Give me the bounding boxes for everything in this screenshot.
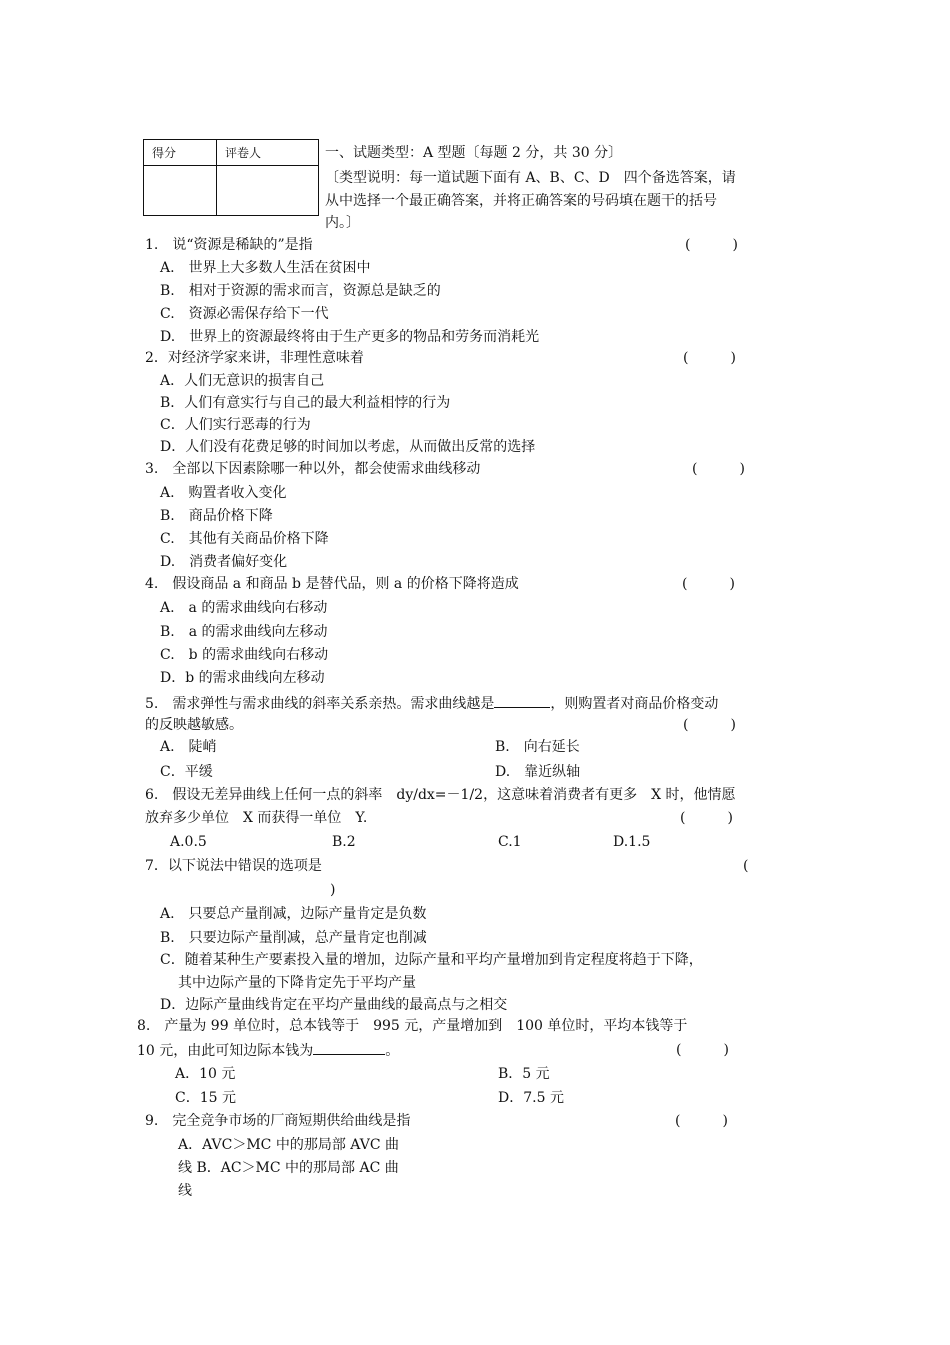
q4-option-c: C. b 的需求曲线向右移动 bbox=[160, 647, 329, 663]
q2-option-c: C．人们实行恶毒的行为 bbox=[160, 417, 311, 433]
q5-option-d: D. 靠近纵轴 bbox=[495, 764, 581, 780]
q9-option-line1: A．AVC＞MC 中的那局部 AVC 曲 bbox=[178, 1137, 399, 1153]
q6-option-d: D.1.5 bbox=[613, 834, 651, 850]
q6-stem-line2: 放弃多少单位 X 而获得一单位 Y. bbox=[145, 810, 368, 826]
q8-stem-line2-pre: 10 元，由此可知边际本钱为 bbox=[137, 1043, 314, 1059]
grader-label: 评卷人 bbox=[217, 140, 319, 166]
q3-option-a: A. 购置者收入变化 bbox=[160, 485, 287, 501]
q9-option-line3: 线 bbox=[178, 1183, 192, 1199]
q8-stem-line2 bbox=[137, 1040, 399, 1061]
q3-option-c: C. 其他有关商品价格下降 bbox=[160, 531, 329, 547]
q5-option-b: B. 向右延长 bbox=[495, 739, 580, 755]
q5-option-a: A. 陡峭 bbox=[160, 739, 217, 755]
q8-option-a: A．10 元 bbox=[175, 1066, 236, 1082]
score-table bbox=[143, 139, 319, 216]
q5-stem-pre: 5. 需求弹性与需求曲线的斜率关系亲热。需求曲线越是 bbox=[145, 696, 495, 712]
score-label: 得分 bbox=[144, 140, 217, 166]
q3-stem: 3. 全部以下因素除哪一种以外，都会使需求曲线移动 bbox=[145, 461, 481, 477]
q8-option-c: C．15 元 bbox=[175, 1090, 236, 1106]
q2-option-a: A．人们无意识的损害自己 bbox=[160, 373, 325, 389]
section-desc-line2: 从中选择一个最正确答案，并将正确答案的号码填在题干的括号 bbox=[325, 193, 717, 209]
q8-option-b: B．5 元 bbox=[498, 1066, 550, 1082]
q8-fill-blank bbox=[313, 1040, 385, 1055]
section-title: 一、试题类型：A 型题〔每题 2 分，共 30 分〕 bbox=[325, 145, 623, 161]
q9-answer-paren: ( ) bbox=[675, 1113, 728, 1129]
q5-stem bbox=[145, 693, 718, 714]
q2-stem: 2．对经济学家来讲，非理性意味着 bbox=[145, 350, 364, 366]
section-desc-line3: 内。〕 bbox=[325, 215, 360, 231]
q5-stem-post: ，则购置者对商品价格变动 bbox=[550, 696, 719, 712]
q7-option-a: A. 只要总产量削减，边际产量肯定是负数 bbox=[160, 906, 427, 922]
score-cell bbox=[144, 166, 217, 216]
q7-paren-open: ( bbox=[743, 858, 749, 874]
q5-option-c: C．平缓 bbox=[160, 764, 213, 780]
q3-option-d: D. 消费者偏好变化 bbox=[160, 554, 288, 570]
q1-option-c: C. 资源必需保存给下一代 bbox=[160, 306, 329, 322]
q2-option-b: B．人们有意实行与自己的最大利益相悖的行为 bbox=[160, 395, 451, 411]
q1-option-b: B. 相对于资源的需求而言，资源总是缺乏的 bbox=[160, 283, 441, 299]
q9-option-line2: 线 B．AC＞MC 中的那局部 AC 曲 bbox=[178, 1160, 399, 1176]
q2-answer-paren: ( ) bbox=[683, 350, 736, 366]
q7-paren-close: ) bbox=[330, 882, 336, 898]
q7-stem: 7．以下说法中错误的选项是 bbox=[145, 858, 322, 874]
q6-stem-line1: 6. 假设无差异曲线上任何一点的斜率 dy/dx=－1/2，这意味着消费者有更多 X 时，他情愿 bbox=[145, 787, 736, 803]
q6-option-b: B.2 bbox=[332, 834, 356, 850]
q6-answer-paren: ( ) bbox=[680, 810, 733, 826]
q3-answer-paren: ( ) bbox=[692, 461, 745, 477]
q4-option-a: A. a 的需求曲线向右移动 bbox=[160, 600, 328, 616]
q7-option-b: B. 只要边际产量削减，总产量肯定也削减 bbox=[160, 930, 427, 946]
q5-fill-blank bbox=[494, 693, 550, 708]
q4-option-d: D．b 的需求曲线向左移动 bbox=[160, 670, 325, 686]
q1-answer-paren: ( ) bbox=[685, 237, 738, 253]
q5-stem-line2: 的反映越敏感。 bbox=[145, 717, 243, 733]
q6-option-c: C.1 bbox=[498, 834, 522, 850]
q7-option-d: D．边际产量曲线肯定在平均产量曲线的最高点与之相交 bbox=[160, 997, 508, 1013]
q8-option-d: D．7.5 元 bbox=[498, 1090, 564, 1106]
q7-option-c-line1: C．随着某种生产要素投入量的增加，边际产量和平均产量增加到肯定程度将趋于下降， bbox=[160, 952, 703, 968]
q1-option-a: A. 世界上大多数人生活在贫困中 bbox=[160, 260, 371, 276]
grader-cell bbox=[217, 166, 319, 216]
q1-option-d: D. 世界上的资源最终将由于生产更多的物品和劳务而消耗光 bbox=[160, 329, 540, 345]
q9-stem: 9. 完全竞争市场的厂商短期供给曲线是指 bbox=[145, 1113, 411, 1129]
q8-stem-line1: 8. 产量为 99 单位时，总本钱等于 995 元，产量增加到 100 单位时，平均本钱等于 bbox=[137, 1018, 688, 1034]
section-desc-line1: 〔类型说明：每一道试题下面有 A、B、C、D 四个备选答案，请 bbox=[325, 170, 736, 186]
q4-option-b: B. a 的需求曲线向左移动 bbox=[160, 624, 328, 640]
q4-stem: 4. 假设商品 a 和商品 b 是替代品，则 a 的价格下降将造成 bbox=[145, 576, 519, 592]
q5-answer-paren: ( ) bbox=[683, 717, 736, 733]
q1-stem: 1. 说“资源是稀缺的”是指 bbox=[145, 237, 313, 253]
q8-stem-line2-post: 。 bbox=[385, 1043, 400, 1059]
q6-option-a: A.0.5 bbox=[170, 834, 207, 850]
q4-answer-paren: ( ) bbox=[682, 576, 735, 592]
q3-option-b: B. 商品价格下降 bbox=[160, 508, 273, 524]
q2-option-d: D．人们没有花费足够的时间加以考虑，从而做出反常的选择 bbox=[160, 439, 536, 455]
q7-option-c-line2: 其中边际产量的下降肯定先于平均产量 bbox=[178, 975, 416, 991]
q8-answer-paren: ( ) bbox=[676, 1042, 729, 1058]
